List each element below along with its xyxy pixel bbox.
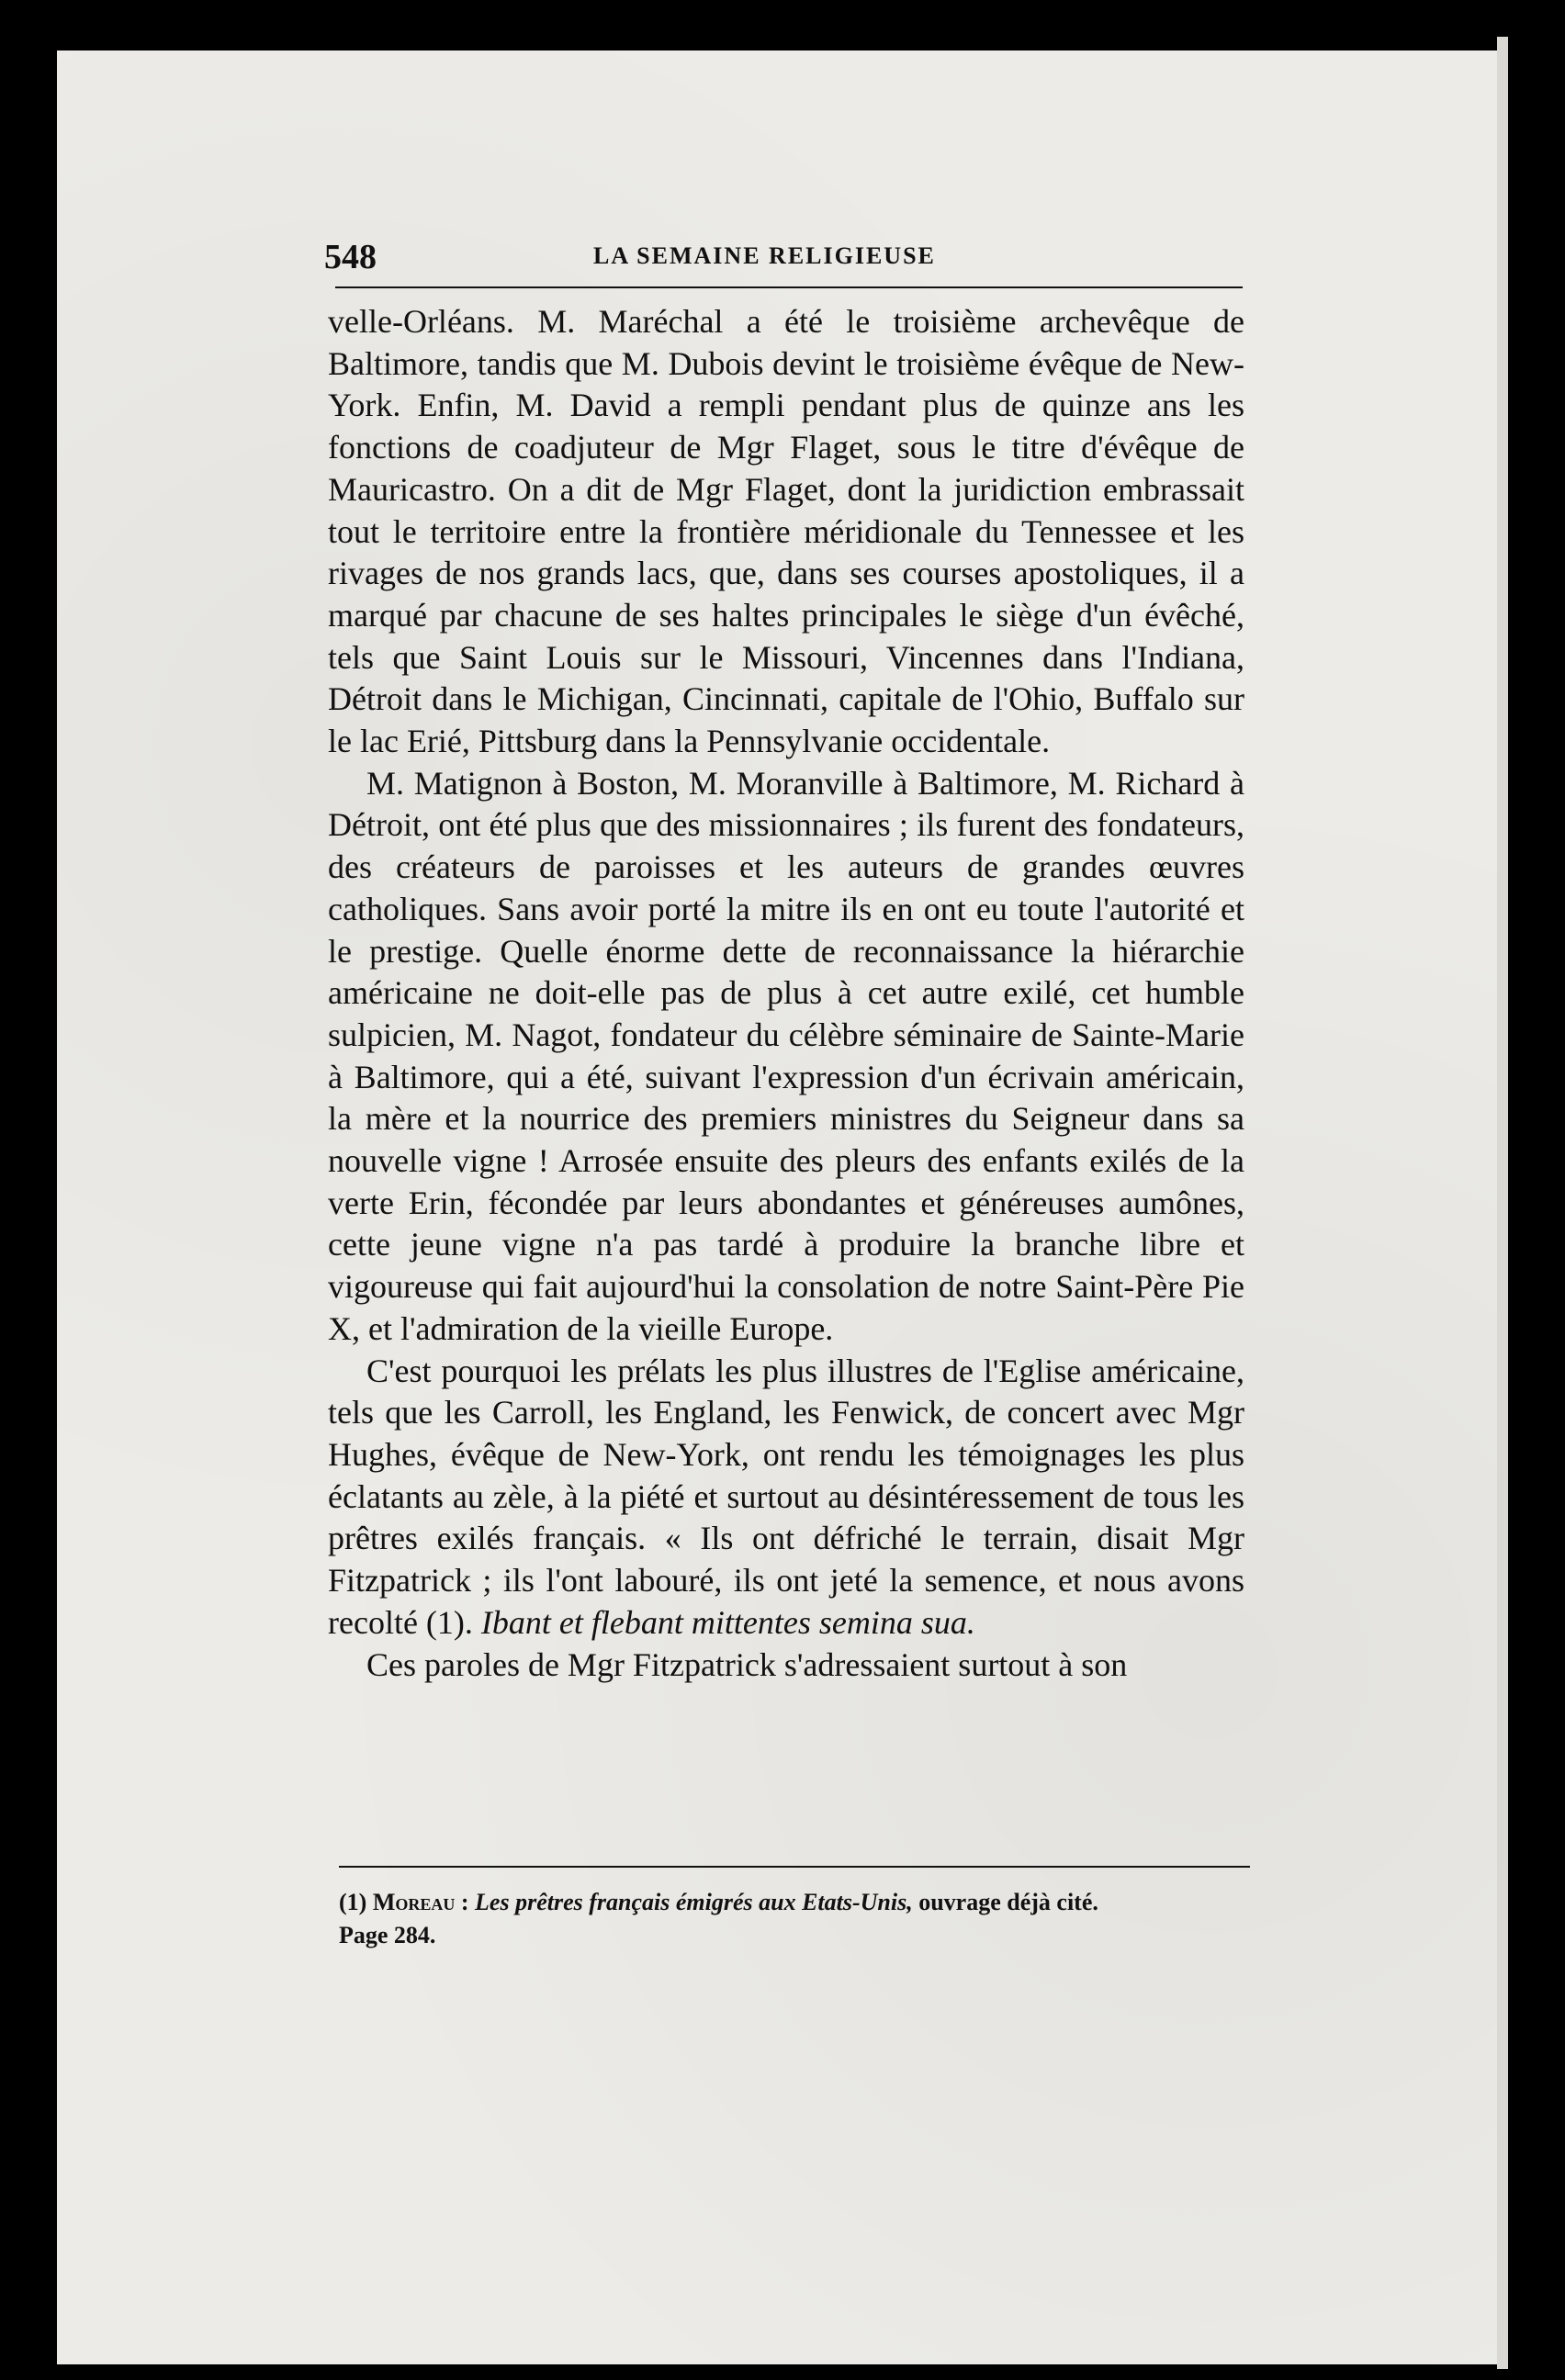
footnote-author: Moreau :: [372, 1889, 469, 1915]
paragraph-text: C'est pourquoi les prélats les plus illustres de l'Eglise américaine, tels que les Carroll, les England, les Fenwick, de concert avec Mgr Hughes, évêque de New-York, ont rendu les témoignages les plus éclatants au zèle, à la piété et surtout au désintéressement de tous les prêtres exilés français. « Ils ont défriché le terrain, disait Mgr Fitzpatrick ; ils l'ont labouré, ils ont jeté la semence, et nous avons recolté (1).: [328, 1352, 1244, 1641]
footnote-note: ouvrage déjà cité.: [918, 1889, 1098, 1915]
page-number: 548: [324, 238, 377, 276]
page-edge: [1497, 37, 1508, 2369]
paragraph: [328, 1351, 1244, 1645]
paragraph: Ces paroles de Mgr Fitzpatrick s'adressaient surtout à son: [366, 1645, 1128, 1683]
header-rule: [335, 286, 1243, 288]
page-header: [269, 237, 1243, 274]
footnote-rule: [339, 1866, 1250, 1868]
body-text: [328, 301, 1244, 1686]
footnote-marker: (1): [339, 1889, 367, 1915]
running-title: LA SEMAINE RELIGIEUSE: [593, 242, 936, 269]
footnote-title: Les prêtres français émigrés aux Etats-Unis,: [475, 1889, 913, 1915]
paragraph: M. Matignon à Boston, M. Moranville à Baltimore, M. Richard à Détroit, ont été plus que des missionnaires ; ils furent des fondateurs, des créateurs de paroisses et les auteurs de grandes œuvres catholiques. Sans avoir porté la mitre ils en ont eu toute l'autorité et le prestige. Quelle énorme dette de reconnaissance la hiérarchie américaine ne doit-elle pas de plus à cet autre exilé, cet humble sulpicien, M. Nagot, fondateur du célèbre séminaire de Sainte-Marie à Baltimore, qui a été, suivant l'expression d'un écrivain américain, la mère et la nourrice des premiers ministres du Seigneur dans sa nouvelle vigne ! Arrosée ensuite des pleurs des enfants exilés de la verte Erin, fécondée par leurs abondantes et généreuses aumônes, cette jeune vigne n'a pas tardé à produire la branche libre et vigoureuse qui fait aujourd'hui la consolation de notre Saint-Père Pie X, et l'admiration de la vieille Europe.: [328, 764, 1244, 1347]
paragraph: velle-Orléans. M. Maréchal a été le troisième archevêque de Baltimore, tandis que M. Dubois devint le troisième évêque de New-York. Enfin, M. David a rempli pendant plus de quinze ans les fonctions de coadjuteur de Mgr Flaget, sous le titre d'évêque de Mauricastro. On a dit de Mgr Flaget, dont la juridiction embrassait tout le territoire entre la frontière méridionale du Tennessee et les rivages de nos grands lacs, que, dans ses courses apostoliques, il a marqué par chacune de ses haltes principales le siège d'un évêché, tels que Saint Louis sur le Missouri, Vincennes dans l'Indiana, Détroit dans le Michigan, Cincinnati, capitale de l'Ohio, Buffalo sur le lac Erié, Pittsburg dans la Pennsylvanie occidentale.: [328, 303, 1244, 760]
footnote-page: Page 284.: [339, 1922, 436, 1948]
latin-quote: Ibant et flebant mittentes semina sua.: [480, 1603, 975, 1641]
footnote: [339, 1886, 1252, 1952]
